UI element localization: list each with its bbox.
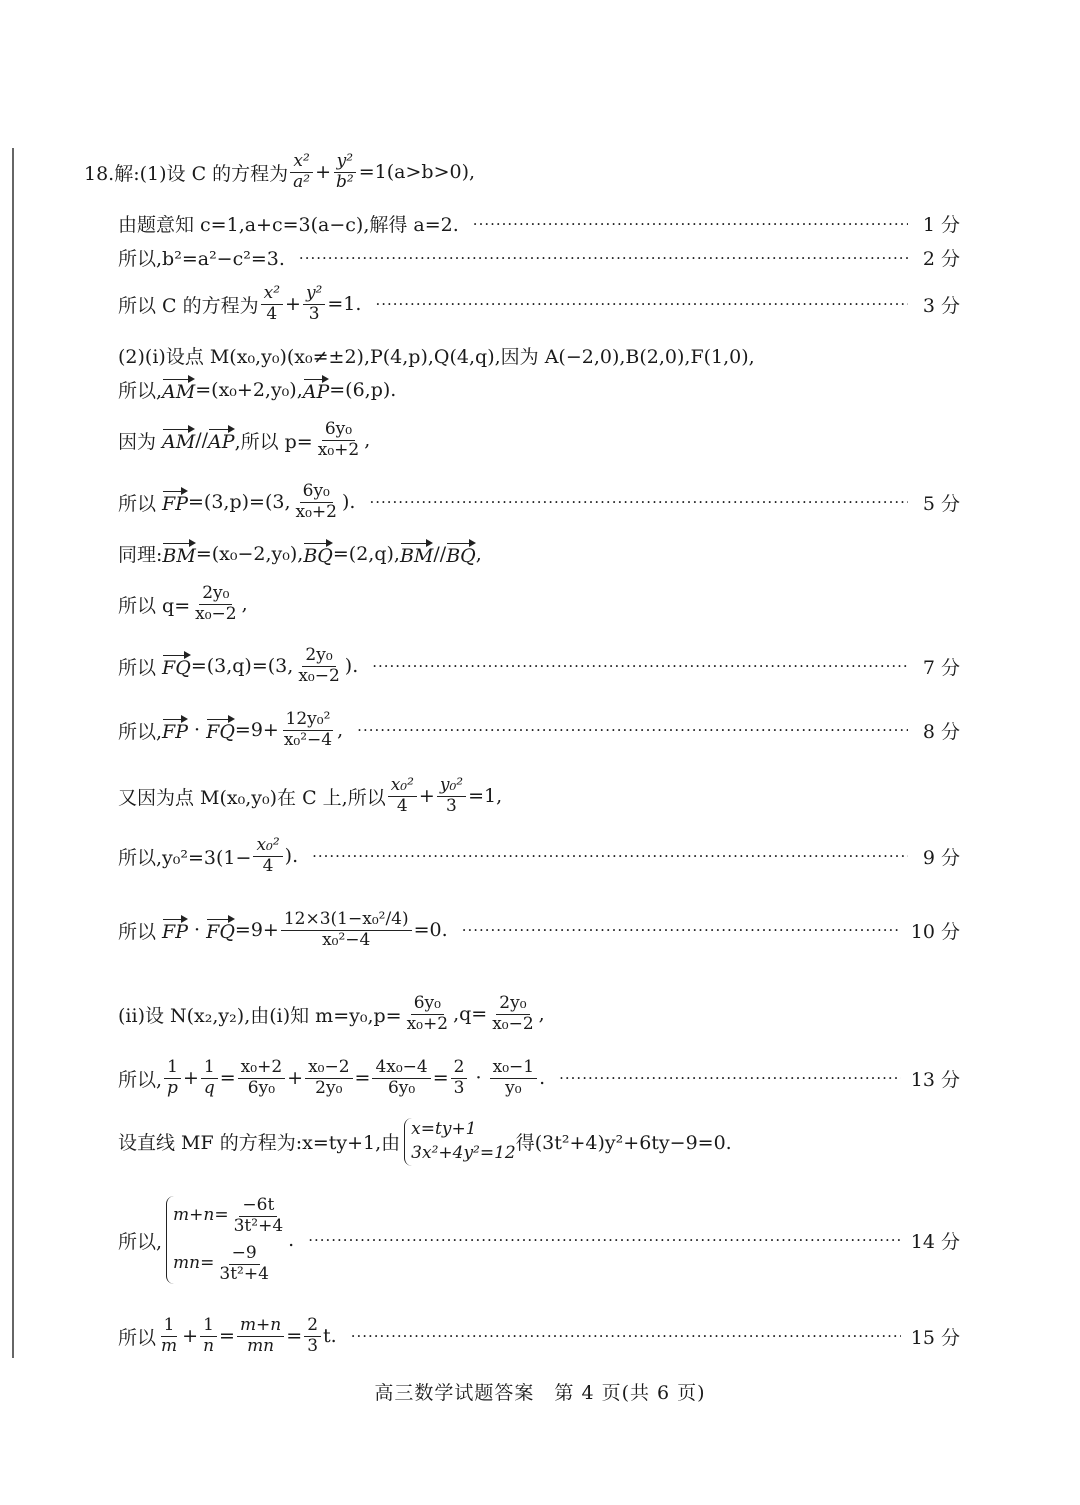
fraction: $\frac{1}{q}$ xyxy=(201,1058,218,1098)
fraction: $\frac{\text{6y₀}}{\text{x₀+2}}$ xyxy=(406,993,449,1034)
solution-line-5: (2)(i)设点 M(x₀,y₀)(x₀≠±2),P(4,p),Q(4,q),因为 A(−2,0),B(2,0),F(1,0), xyxy=(118,346,755,368)
fraction: $\frac{\text{2y₀}}{\text{x₀−2}}$ xyxy=(298,645,340,686)
fraction: $\frac{\text{x²}}{4}$ xyxy=(261,284,283,324)
dotted-leader xyxy=(559,1069,901,1087)
fraction: $\frac{2}{3}$ xyxy=(304,1316,321,1356)
fraction: $\frac{\text{y²}}{\text{b²}}$ xyxy=(333,152,357,192)
score-label: 7 分 xyxy=(922,656,960,679)
fraction: $\frac{1}{p}$ xyxy=(164,1058,181,1098)
fraction: $\frac{-6t}{\text{3t²+4}}$ xyxy=(233,1195,284,1236)
fraction: $\frac{\text{x₀−1}}{\text{y₀}}$ xyxy=(490,1058,537,1098)
fraction: $\frac{\text{x₀²}}{4}$ xyxy=(253,836,282,876)
solution-line-7: 因为 AM // AP ,所以 p= $\frac{\text{6y₀}}{\text{x₀+2}}$ , xyxy=(118,419,371,460)
score-label: 3 分 xyxy=(922,294,960,317)
dotted-leader xyxy=(308,1231,901,1249)
fraction: $\frac{\text{y²}}{3}$ xyxy=(303,284,325,324)
fraction: $\frac{\text{4x₀−4}}{\text{6y₀}}$ xyxy=(372,1058,430,1098)
solution-line-16: (ii)设 N(x₂,y₂),由(i)知 m=y₀,p= $\frac{\text{6y₀}}{\text{x₀+2}}$ ,q= $\frac{\text{2y₀}}{\text{x₀−2}}$ , xyxy=(118,993,545,1034)
solution-line-19: 所以, m+n= $\frac{-6t}{\text{3t²+4}}$ mn= $\frac{-9}{\text{3t²+4}}$ . ····· 14 分 xyxy=(118,1196,960,1284)
vector: AM xyxy=(162,377,195,403)
fraction: $\frac{\text{y₀²}}{3}$ xyxy=(437,776,466,816)
score-label: 9 分 xyxy=(922,846,960,869)
vector: AP xyxy=(303,377,330,403)
solution-line-20: 所以 $\frac{1}{m}$ + $\frac{1}{n}$ = $\frac{m+n}{mn}$ = $\frac{2}{3}$ t. ····· 15 分 xyxy=(118,1316,960,1356)
dotted-leader xyxy=(372,657,908,675)
vector: FP xyxy=(162,917,188,943)
vector: BM xyxy=(162,541,195,567)
fraction: $\frac{\text{x²}}{\text{a²}}$ xyxy=(290,152,313,192)
dotted-leader xyxy=(312,847,908,865)
solution-line-1: 18.解:(1)设 C 的方程为 $\frac{\text{x²}}{\text{a²}}$ + $\frac{\text{y²}}{\text{b²}}$ =1(a>b>0), xyxy=(84,151,476,192)
fraction: $\frac{\text{x₀²}}{4}$ xyxy=(388,776,417,816)
equation-system: x=ty+1 3x²+4y²=12 xyxy=(404,1118,516,1166)
vector: FP xyxy=(162,717,188,743)
score-label: 13 分 xyxy=(910,1068,960,1091)
vector: FQ xyxy=(206,917,235,943)
solution-line-8: 所以 FP =(3,p)=(3, $\frac{\text{6y₀}}{\text{x₀+2}}$ ). ····· 5 分 xyxy=(118,482,960,522)
solution-line-18: 设直线 MF 的方程为:x=ty+1,由 x=ty+1 3x²+4y²=12 得(3t²+4)y²+6ty−9=0. xyxy=(118,1118,960,1166)
score-label: 1 分 xyxy=(922,214,960,236)
fraction: $\frac{\text{6y₀}}{\text{x₀+2}}$ xyxy=(317,419,360,460)
dotted-leader xyxy=(299,249,908,267)
fraction: $\frac{\text{12×3(1−x₀²/4)}}{\text{x₀²−4}}$ xyxy=(281,910,412,950)
dotted-leader xyxy=(462,921,901,939)
fraction: $\frac{\text{x₀−2}}{\text{2y₀}}$ xyxy=(305,1058,352,1098)
dotted-leader xyxy=(351,1327,901,1345)
dotted-leader xyxy=(369,493,908,511)
solution-line-2: 由题意知 c=1,a+c=3(a−c),解得 a=2. ····· 1 分 xyxy=(118,210,960,237)
fraction: $\frac{\text{6y₀}}{\text{x₀+2}}$ xyxy=(295,481,337,522)
solution-line-12: 所以, FP · FQ =9+ $\frac{\text{12y₀²}}{\text{x₀²−4}}$ , ····· 8 分 xyxy=(118,710,960,750)
solution-line-9: 同理: BM =(x₀−2,y₀), BQ =(2,q), BM // BQ , xyxy=(118,542,482,567)
fraction: $\frac{\text{2y₀}}{\text{x₀−2}}$ xyxy=(492,993,534,1034)
fraction: $\frac{\text{12y₀²}}{\text{x₀²−4}}$ xyxy=(283,709,333,750)
fraction: $\frac{\text{2y₀}}{\text{x₀−2}}$ xyxy=(195,583,237,624)
score-label: 8 分 xyxy=(922,720,960,743)
vector: AP xyxy=(208,427,235,453)
score-label: 10 分 xyxy=(910,920,960,943)
score-label: 15 分 xyxy=(910,1326,960,1349)
vector: FQ xyxy=(162,653,191,679)
score-label: 2 分 xyxy=(922,248,960,270)
fraction: $\frac{2}{3}$ xyxy=(451,1058,468,1098)
solution-line-11: 所以 FQ =(3,q)=(3, $\frac{\text{2y₀}}{\text{x₀−2}}$ ). ····· 7 分 xyxy=(118,646,960,686)
solution-line-14: 所以,y₀²=3(1− $\frac{\text{x₀²}}{4}$ ). ····· 9 分 xyxy=(118,836,960,876)
solution-line-4: 所以 C 的方程为 $\frac{\text{x²}}{4}$ + $\frac{\text{y²}}{3}$ =1. ····· 3 分 xyxy=(118,284,960,324)
fraction: $\frac{1}{n}$ xyxy=(200,1316,217,1356)
page-footer: 高三数学试题答案 第 4 页(共 6 页) xyxy=(374,1382,706,1404)
score-label: 14 分 xyxy=(910,1230,960,1253)
vector: BQ xyxy=(446,541,476,567)
fraction: $\frac{-9}{\text{3t²+4}}$ xyxy=(219,1243,269,1284)
solution-line-10: 所以 q= $\frac{\text{2y₀}}{\text{x₀−2}}$ , xyxy=(118,583,248,624)
fraction: $\frac{1}{m}$ xyxy=(161,1315,178,1356)
vector: AM xyxy=(162,427,195,453)
vector: FP xyxy=(162,489,188,515)
fraction: $\frac{m+n}{mn}$ xyxy=(237,1316,284,1356)
solution-line-15: 所以 FP · FQ =9+ $\frac{\text{12×3(1−x₀²/4)}}{\text{x₀²−4}}$ =0. ····· 10 分 xyxy=(118,910,960,950)
dotted-leader xyxy=(473,215,908,233)
solution-line-13: 又因为点 M(x₀,y₀)在 C 上,所以 $\frac{\text{x₀²}}{4}$ + $\frac{\text{y₀²}}{3}$ =1, xyxy=(118,775,503,816)
solution-line-6: 所以, AM =(x₀+2,y₀), AP =(6,p). xyxy=(118,378,397,403)
equation-system: m+n= $\frac{-6t}{\text{3t²+4}}$ mn= $\frac{-9}{\text{3t²+4}}$ xyxy=(166,1196,288,1284)
fraction: $\frac{\text{x₀+2}}{\text{6y₀}}$ xyxy=(238,1058,285,1098)
dotted-leader xyxy=(357,721,908,739)
score-label: 5 分 xyxy=(922,492,960,515)
vector: BQ xyxy=(303,541,333,567)
left-margin-rule xyxy=(12,148,14,1358)
solution-line-17: 所以, $\frac{1}{p}$ + $\frac{1}{q}$ = $\frac{\text{x₀+2}}{\text{6y₀}}$ + $\frac{\text{x₀−2}}{\text{2y₀}}$ = $\frac{\text{4x₀−4}}{\text{6y₀}}$ = $\frac{2}{3}$ · $\frac{\text{x₀−1}}{\text{y₀}}$ . ····· 13 分 xyxy=(118,1058,960,1098)
line-text: 18.解:(1)设 C 的方程为 xyxy=(84,162,289,185)
dotted-leader xyxy=(375,295,908,313)
vector: BM xyxy=(400,541,433,567)
vector: FQ xyxy=(206,717,235,743)
solution-line-3: 所以,b²=a²−c²=3. ····· 2 分 xyxy=(118,244,960,271)
